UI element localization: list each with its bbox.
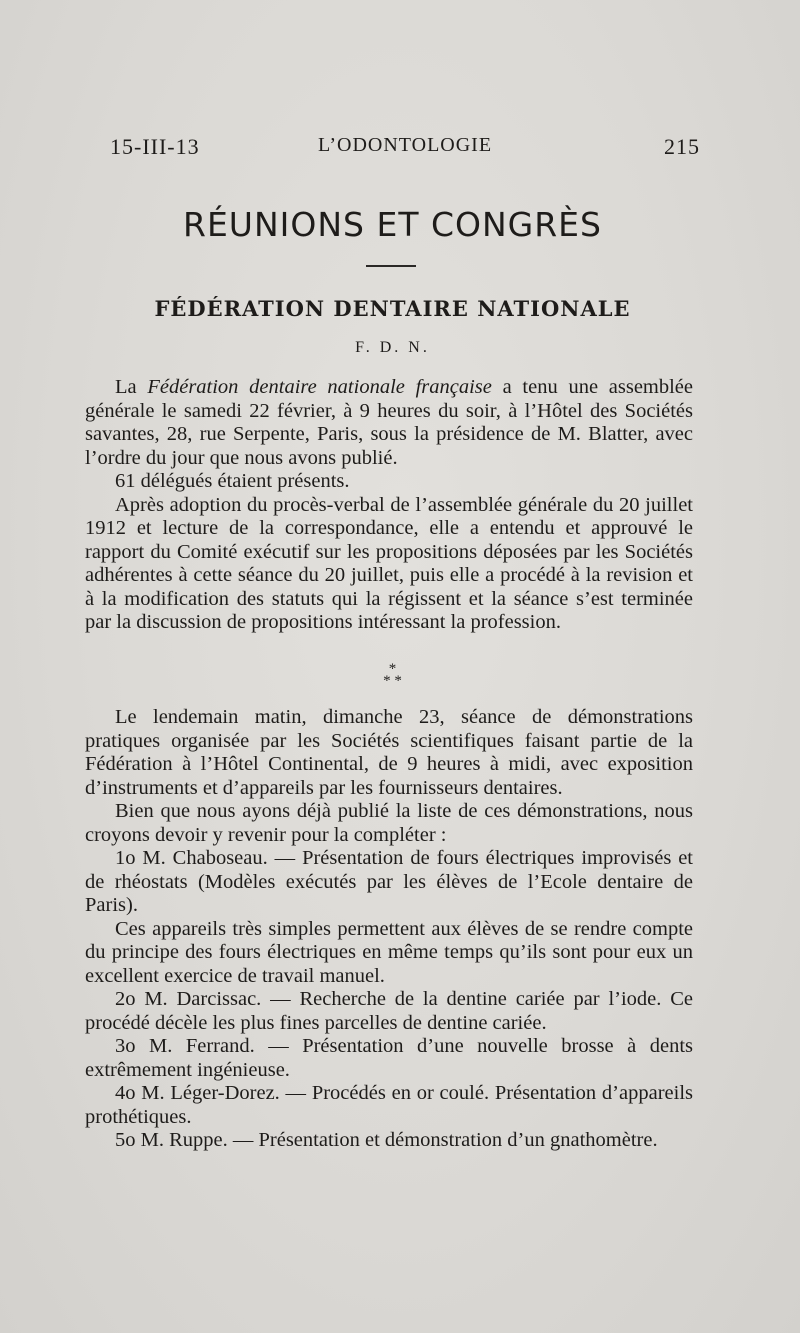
asterism-bottom: * * bbox=[383, 673, 402, 689]
issue-date: 15-III-13 bbox=[110, 134, 200, 159]
running-head bbox=[110, 134, 700, 164]
list-item: 4o M. Léger-Dorez. — Procédés en or coulé. Présentation d’appareils prothétiques. bbox=[85, 1082, 693, 1128]
journal-title: L’ODONTOLOGIE bbox=[317, 134, 493, 156]
section-abbreviation: F. D. N. bbox=[355, 339, 430, 356]
paragraph: Après adoption du procès-verbal de l’assemblée générale du 20 juillet 1912 et lecture de la correspondance, elle a entendu et approuvé le rapport du Comité exécutif sur les propositions déposées par les Sociétés adhérentes à cette séance du 20 juillet, puis elle a procédé à la revision et à la modification des statuts qui la régissent et la séance s’est terminée par la discussion de propositions intéressant la profession. bbox=[85, 493, 693, 633]
paragraph: 61 délégués étaient présents. bbox=[115, 470, 350, 492]
list-item: 2o M. Darcissac. — Recherche de la dentine cariée par l’iode. Ce procédé décèle les plus fines parcelles de dentine cariée. bbox=[85, 988, 693, 1034]
paragraph: Ces appareils très simples permettent aux élèves de se rendre compte du principe des fours électriques en même temps qu’ils sont pour eux un excellent exercice de travail manuel. bbox=[85, 917, 693, 987]
section-title: FÉDÉRATION DENTAIRE NATIONALE bbox=[154, 296, 631, 321]
asterism-separator bbox=[0, 663, 785, 687]
organization-name: Fédération dentaire nationale française bbox=[147, 376, 492, 398]
paragraph: Bien que nous ayons déjà publié la liste de ces démonstrations, nous croyons devoir y revenir pour la compléter : bbox=[85, 800, 693, 846]
article-block-2 bbox=[85, 706, 693, 1153]
paragraph bbox=[85, 376, 693, 470]
page-title: RÉUNIONS ET CONGRÈS bbox=[183, 205, 602, 244]
article-block-1 bbox=[85, 376, 693, 635]
title-rule bbox=[366, 265, 416, 267]
asterism-top: * bbox=[388, 661, 397, 677]
paragraph-lead: La bbox=[115, 376, 148, 398]
page-number: 215 bbox=[664, 134, 700, 159]
list-item: 3o M. Ferrand. — Présentation d’une nouvelle brosse à dents extrêmement ingénieuse. bbox=[85, 1035, 693, 1081]
list-item: 1o M. Chaboseau. — Présentation de fours électriques improvisés et de rhéostats (Modèles exécutés par les élèves de l’Ecole dentaire de Paris). bbox=[85, 847, 693, 916]
paragraph: Le lendemain matin, dimanche 23, séance de démonstrations pratiques organisée par les Sociétés scientifiques faisant partie de la Fédération à l’Hôtel Continental, de 9 heures à midi, avec exposition d’instruments et d’appareils par les fournisseurs dentaires. bbox=[85, 706, 693, 799]
paragraph-rest: a tenu une assemblée générale le samedi 22 février, à 9 heures du soir, à l’Hôtel des Sociétés savantes, 28, rue Serpente, Paris, sous la présidence de M. Blatter, avec l’ordre du jour que nous avons publié. bbox=[85, 376, 694, 469]
list-item: 5o M. Ruppe. — Présentation et démonstration d’un gnathomètre. bbox=[115, 1129, 658, 1151]
